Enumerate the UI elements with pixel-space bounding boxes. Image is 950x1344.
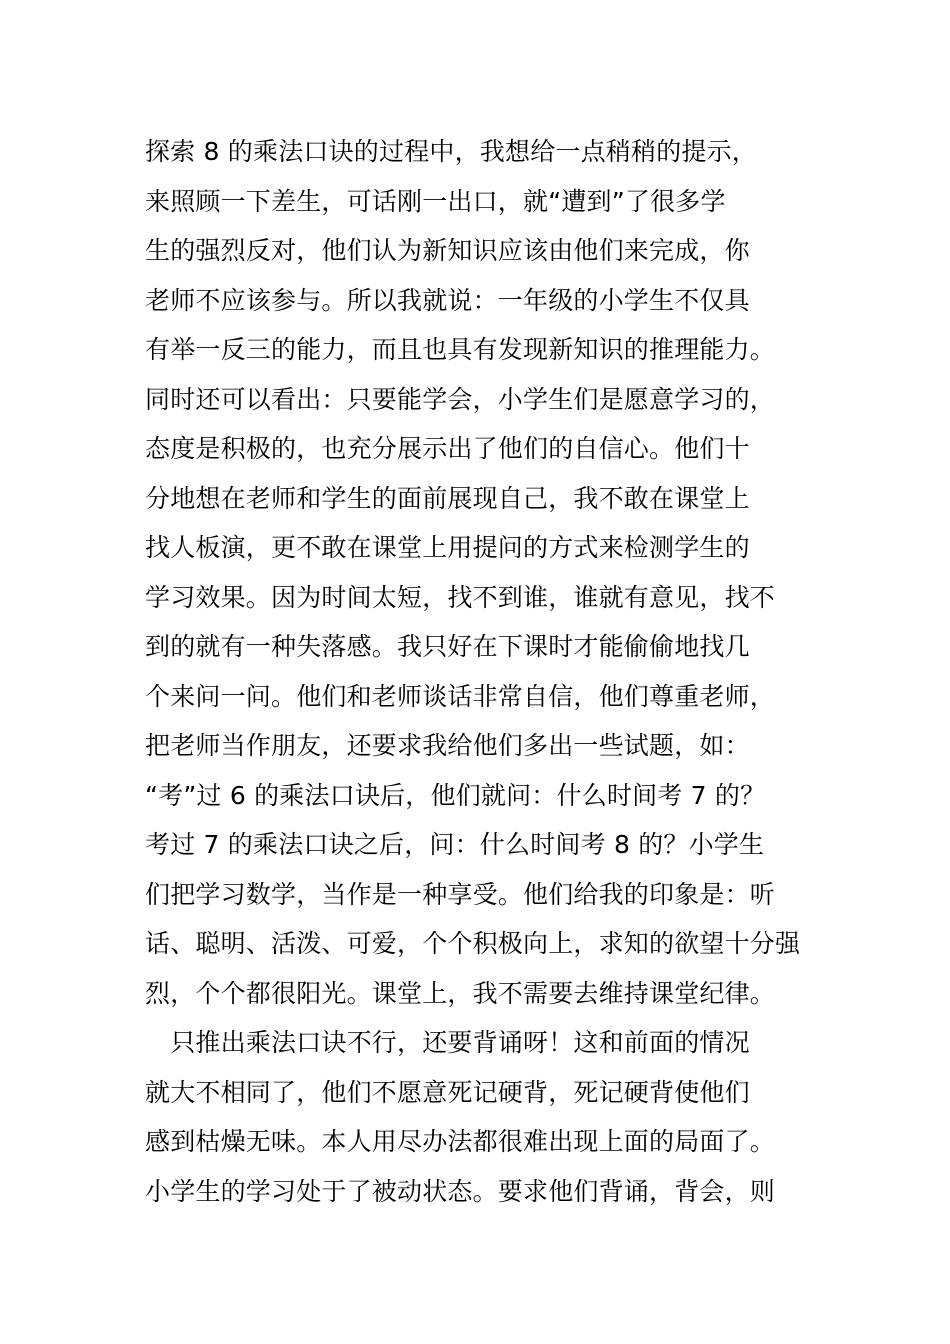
text-line: 生的强烈反对，他们认为新知识应该由他们来完成，你 bbox=[145, 236, 750, 265]
text-line: 话、聪明、活泼、可爱，个个积极向上，求知的欲望十分强 bbox=[145, 929, 801, 958]
text-line: 把老师当作朋友，还要求我给他们多出一些试题，如： bbox=[145, 731, 750, 760]
text-line: 们把学习数学，当作是一种享受。他们给我的印象是：听 bbox=[145, 879, 776, 909]
text-line: 只推出乘法口诀不行，还要背诵呀！这和前面的情况 bbox=[145, 1028, 750, 1057]
text-line: 态度是积极的，也充分展示出了他们的自信心。他们十 bbox=[145, 434, 750, 463]
text-line: 考过 7 的乘法口诀之后，问：什么时间考 8 的？小学生 bbox=[145, 830, 765, 859]
body-text bbox=[145, 127, 801, 1216]
text-line: 个来问一问。他们和老师谈话非常自信，他们尊重老师， bbox=[145, 681, 776, 711]
text-line: 学习效果。因为时间太短，找不到谁，谁就有意见，找不 bbox=[145, 582, 776, 612]
text-line: 同时还可以看出：只要能学会，小学生们是愿意学习的， bbox=[145, 384, 776, 414]
text-line: 老师不应该参与。所以我就说：一年级的小学生不仅具 bbox=[145, 285, 750, 315]
text-line: 有举一反三的能力，而且也具有发现新知识的推理能力。 bbox=[145, 335, 776, 364]
text-line: 分地想在老师和学生的面前展现自己，我不敢在课堂上 bbox=[145, 483, 750, 513]
text-line: 小学生的学习处于了被动状态。要求他们背诵，背会，则 bbox=[145, 1176, 776, 1206]
text-line: “考”过 6 的乘法口诀后，他们就问：什么时间考 7 的？ bbox=[145, 780, 766, 810]
text-line: 感到枯燥无味。本人用尽办法都很难出现上面的局面了。 bbox=[145, 1127, 776, 1156]
text-line: 探索 8 的乘法口诀的过程中，我想给一点稍稍的提示， bbox=[145, 137, 758, 166]
text-line: 来照顾一下差生，可话刚一出口，就“遭到”了很多学 bbox=[145, 186, 726, 216]
text-line: 找人板演，更不敢在课堂上用提问的方式来检测学生的 bbox=[145, 533, 750, 562]
text-line: 就大不相同了，他们不愿意死记硬背，死记硬背使他们 bbox=[145, 1077, 750, 1107]
text-line: 到的就有一种失落感。我只好在下课时才能偷偷地找几 bbox=[145, 632, 750, 661]
text-line: 烈，个个都很阳光。课堂上，我不需要去维持课堂纪律。 bbox=[145, 978, 776, 1008]
